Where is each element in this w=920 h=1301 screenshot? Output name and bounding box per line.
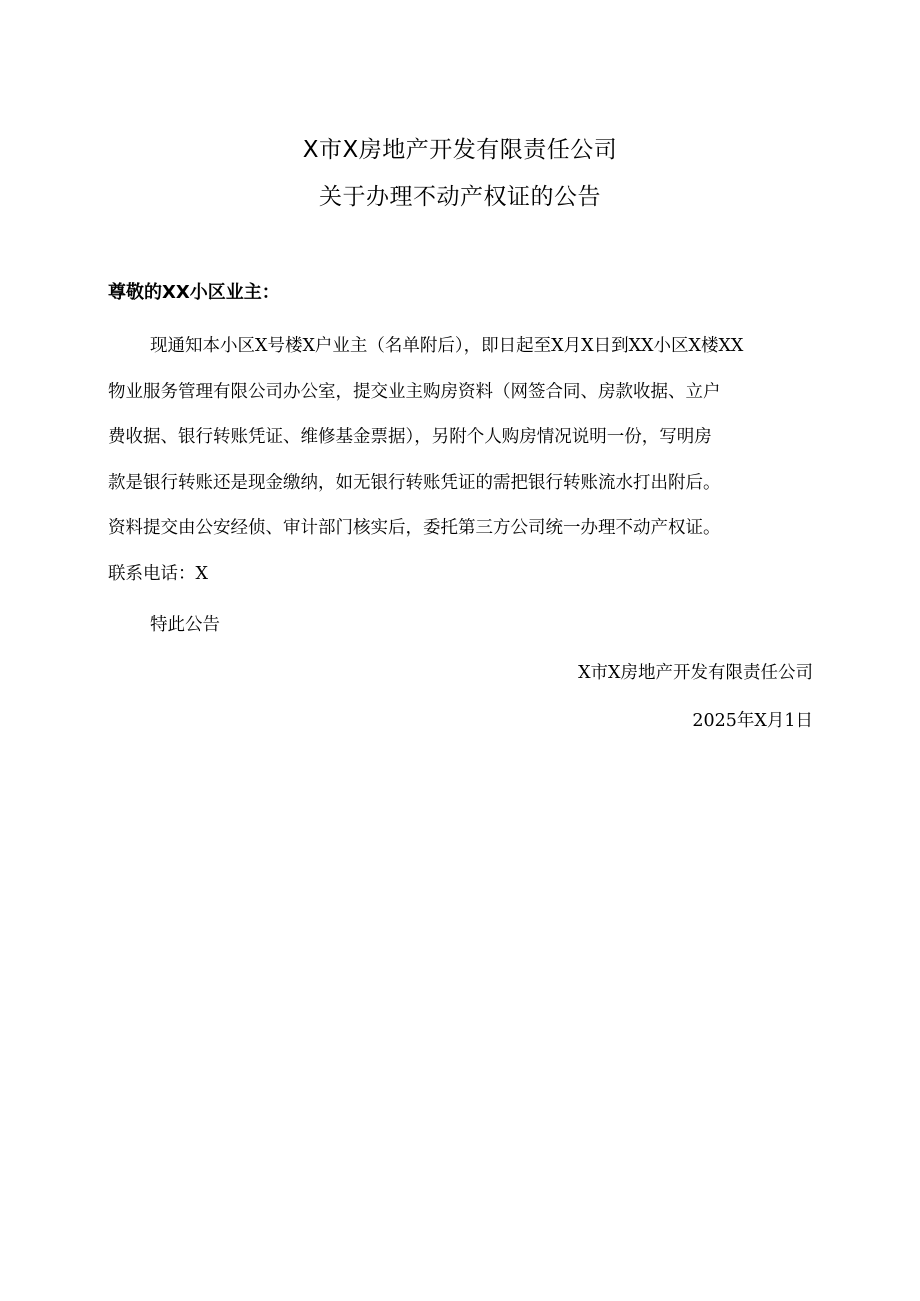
body-line: 现通知本小区X号楼X户业主（名单附后），即日起至X月X日到XX小区X楼XX xyxy=(150,336,744,356)
body-line: 款是银行转账还是现金缴纳，如无银行转账凭证的需把银行转账流水打出附后。 xyxy=(108,472,721,493)
contact-phone: 联系电话：X xyxy=(108,563,208,584)
signature-company: X市X房地产开发有限责任公司 xyxy=(578,663,813,683)
notice-body xyxy=(108,324,814,598)
closing-remark: 特此公告 xyxy=(150,615,220,635)
body-line: 费收据、银行转账凭证、维修基金票据），另附个人购房情况说明一份，写明房 xyxy=(108,427,712,448)
signature-date: 2025年X月1日 xyxy=(692,711,813,731)
body-line: 物业服务管理有限公司办公室，提交业主购房资料（网签合同、房款收据、立户 xyxy=(108,381,721,402)
body-line: 资料提交由公安经侦、审计部门核实后，委托第三方公司统一办理不动产权证。 xyxy=(108,518,721,539)
salutation: 尊敬的XX小区业主： xyxy=(108,282,280,303)
document-title-company: X市X房地产开发有限责任公司 xyxy=(302,137,618,163)
document-title-subject: 关于办理不动产权证的公告 xyxy=(319,184,601,210)
